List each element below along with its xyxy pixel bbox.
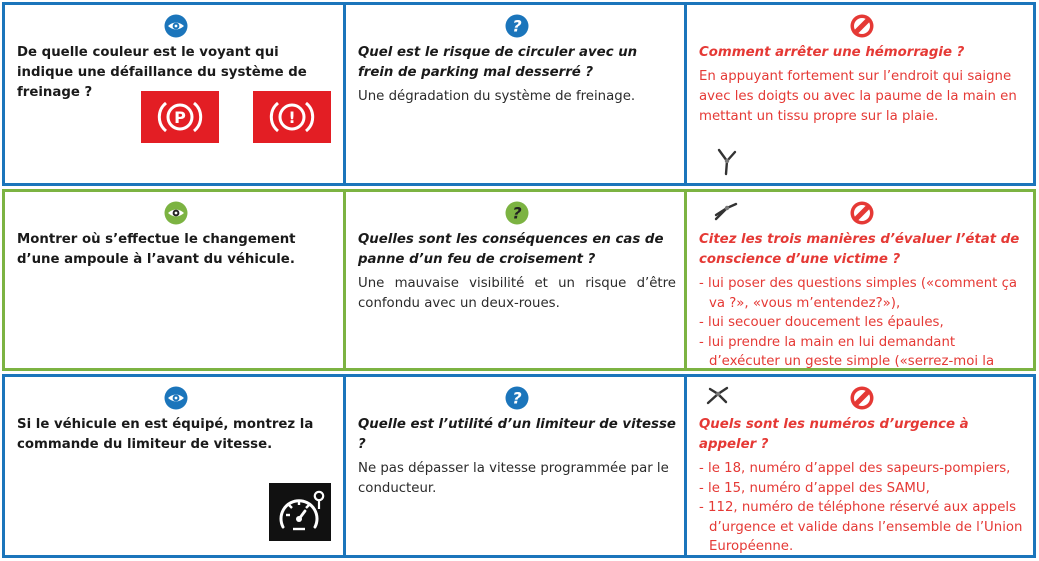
first-aid-question: Quels sont les numéros d’urgence à appeler ?: [699, 417, 969, 452]
first-aid-answer: En appuyant fortement sur l’endroit qui saigne avec les doigts ou avec la paume de la main en mettant un tissu propre sur la plaie.: [699, 69, 1017, 124]
list-item: - lui prendre la main en lui demandant d’exécuter un geste simple («serrez-moi la: [699, 334, 995, 369]
verification-cell: [5, 192, 346, 368]
svg-text:P: P: [174, 108, 186, 127]
list-item: - lui secouer doucement les épaules,: [699, 315, 944, 330]
svg-text:!: !: [288, 108, 296, 127]
knowledge-answer: Ne pas dépasser la vitesse programmée par le conducteur.: [358, 461, 669, 496]
knowledge-cell: [346, 5, 687, 183]
svg-text:?: ?: [512, 388, 522, 408]
eye-icon: [164, 386, 188, 410]
first-aid-question: Comment arrêter une hémorragie ?: [699, 45, 965, 60]
pliers-icon: [713, 200, 739, 222]
question-icon: [505, 14, 529, 38]
brake-failure-lamp: [253, 91, 331, 143]
pliers-icon: [705, 385, 731, 407]
parking-brake-icon: [157, 97, 203, 137]
knowledge-question: Quel est le risque de circuler avec un frein de parking mal desserré ?: [358, 45, 638, 80]
list-item: - 112, numéro de téléphone réservé aux appels d’urgence et valide dans l’ensemble de l’Union Européenne.: [699, 500, 1023, 554]
first-aid-cell: [687, 5, 1033, 183]
eye-icon: [164, 201, 188, 225]
verification-question: Si le véhicule en est équipé, montrez la commande du limiteur de vitesse.: [17, 417, 314, 452]
card-row-1: [2, 2, 1036, 186]
knowledge-answer: Une mauvaise visibilité et un risque d’être confondu avec un deux-roues.: [358, 276, 676, 311]
first-aid-icon: [850, 386, 874, 410]
question-icon: [505, 386, 529, 410]
knowledge-question: Quelles sont les conséquences en cas de panne d’un feu de croisement ?: [358, 232, 664, 267]
knowledge-cell: [346, 192, 687, 368]
parking-brake-lamp: [141, 91, 219, 143]
card-row-2: [2, 189, 1036, 371]
knowledge-cell: [346, 377, 687, 555]
first-aid-cell: [687, 377, 1033, 555]
question-icon: [505, 201, 529, 225]
first-aid-question: Citez les trois manières d’évaluer l’état de conscience d’une victime ?: [699, 232, 1020, 267]
svg-text:?: ?: [512, 203, 522, 223]
card-row-3: [2, 374, 1036, 558]
verification-cell: [5, 5, 346, 183]
list-item: - lui poser des questions simples («comment ça va ?», «vous m’entendez?»),: [699, 276, 1018, 311]
brake-failure-icon: [269, 97, 315, 137]
first-aid-icon: [850, 14, 874, 38]
first-aid-cell: [687, 192, 1033, 368]
knowledge-answer: Une dégradation du système de freinage.: [358, 89, 636, 104]
list-item: - le 15, numéro d’appel des SAMU,: [699, 480, 930, 496]
verification-question: Montrer où s’effectue le changement d’une ampoule à l’avant du véhicule.: [17, 232, 296, 267]
svg-text:?: ?: [512, 16, 522, 36]
brake-warning-lamps: [141, 91, 331, 143]
list-item: - le 18, numéro d’appel des sapeurs-pompiers,: [699, 461, 1011, 476]
speed-limiter-icon: [275, 489, 325, 535]
speed-limiter-control: [269, 483, 331, 541]
verification-cell: [5, 377, 346, 555]
pliers-icon: [715, 147, 739, 177]
eye-icon: [164, 14, 188, 38]
verification-question: De quelle couleur est le voyant qui indique une défaillance du système de freinage ?: [17, 45, 307, 100]
first-aid-icon: [850, 201, 874, 225]
first-aid-answer-list: [699, 459, 1025, 557]
knowledge-question: Quelle est l’utilité d’un limiteur de vitesse ?: [358, 417, 676, 452]
